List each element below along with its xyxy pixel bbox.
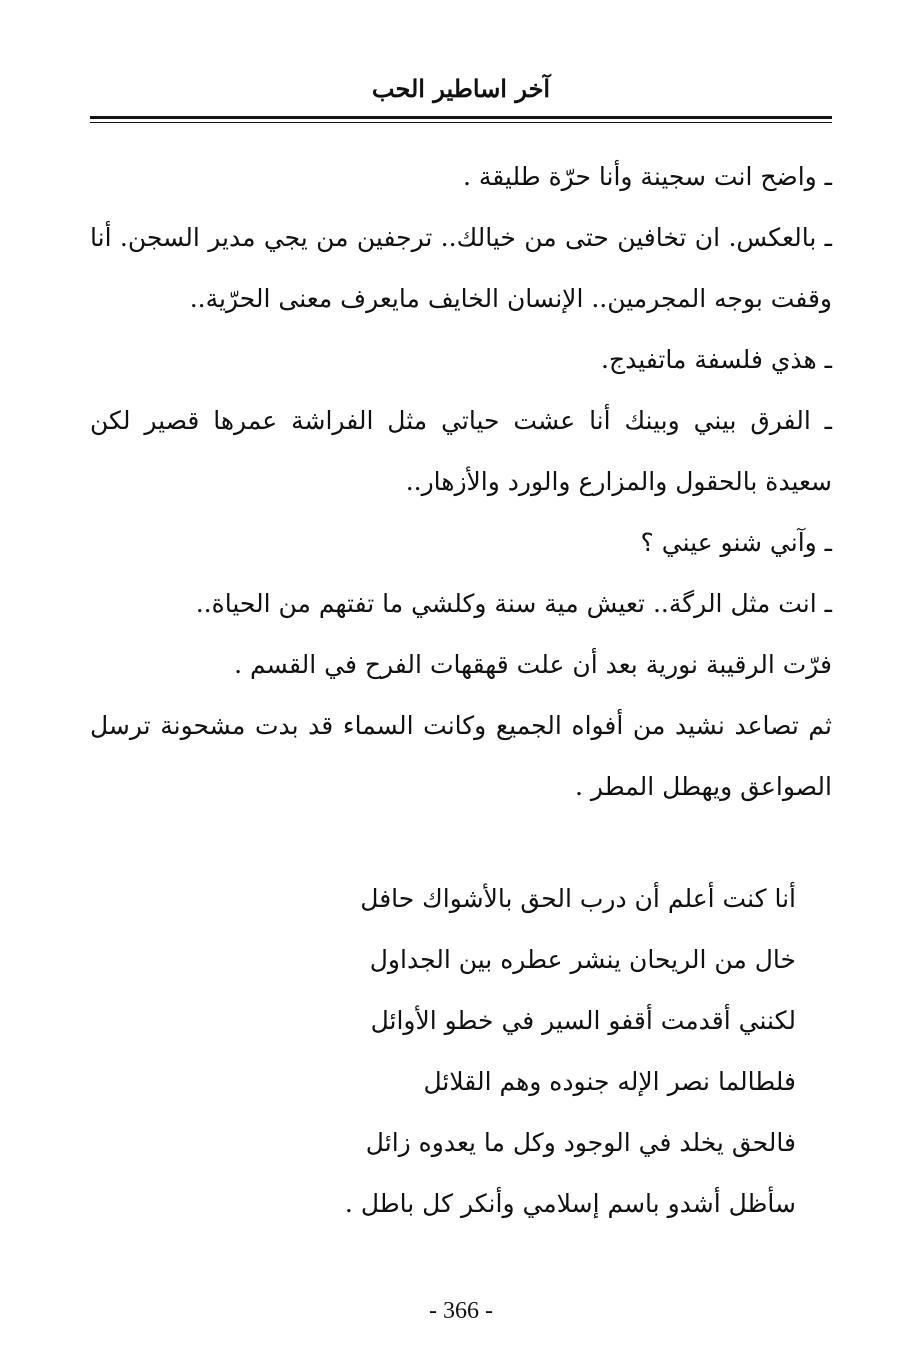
paragraph: ـ وآني شنو عيني ؟ xyxy=(640,528,832,557)
header-rule xyxy=(90,116,832,119)
poem-line: سأظل أشدو باسم إسلامي وأنكر كل باطل . xyxy=(344,1189,796,1218)
page-number: - 366 - xyxy=(429,1298,493,1324)
poem-line: فلطالما نصر الإله جنوده وهم القلائل xyxy=(423,1067,796,1096)
body-text xyxy=(90,146,832,817)
poem-line: فالحق يخلد في الوجود وكل ما يعدوه زائل xyxy=(365,1128,796,1157)
paragraph: فرّت الرقيبة نورية بعد أن علت قهقهات الفرح في القسم . xyxy=(234,650,832,679)
poem-line: لكنني أقدمت أقفو السير في خطو الأوائل xyxy=(370,1006,796,1035)
paragraph: ـ واضح انت سجينة وأنا حرّة طليقة . xyxy=(462,162,832,191)
paragraph: ـ انت مثل الرگة.. تعيش مية سنة وكلشي ما تفتهم من الحياة.. xyxy=(195,589,832,618)
poem-line: خال من الريحان ينشر عطره بين الجداول xyxy=(369,945,796,974)
paragraph: ثم تصاعد نشيد من أفواه الجميع وكانت السماء قد بدت مشحونة ترسل الصواعق ويهطل المطر . xyxy=(90,711,832,801)
paragraph: ـ الفرق بيني وبينك أنا عشت حياتي مثل الفراشة عمرها قصير لكن سعيدة بالحقول والمزارع والورد والأزهار.. xyxy=(90,406,832,496)
header-rule-thin xyxy=(90,122,832,123)
running-title: آخر اساطير الحب xyxy=(371,74,551,103)
poem-line: أنا كنت أعلم أن درب الحق بالأشواك حافل xyxy=(360,884,796,913)
paragraph: ـ بالعكس. ان تخافين حتى من خيالك.. ترجفين من يجي مدير السجن. أنا وقفت بوجه المجرمين.. الإنسان الخايف مايعرف معنى الحرّية.. xyxy=(90,223,832,313)
paragraph: ـ هذي فلسفة ماتفيدج. xyxy=(601,345,832,374)
poem xyxy=(300,868,796,1234)
